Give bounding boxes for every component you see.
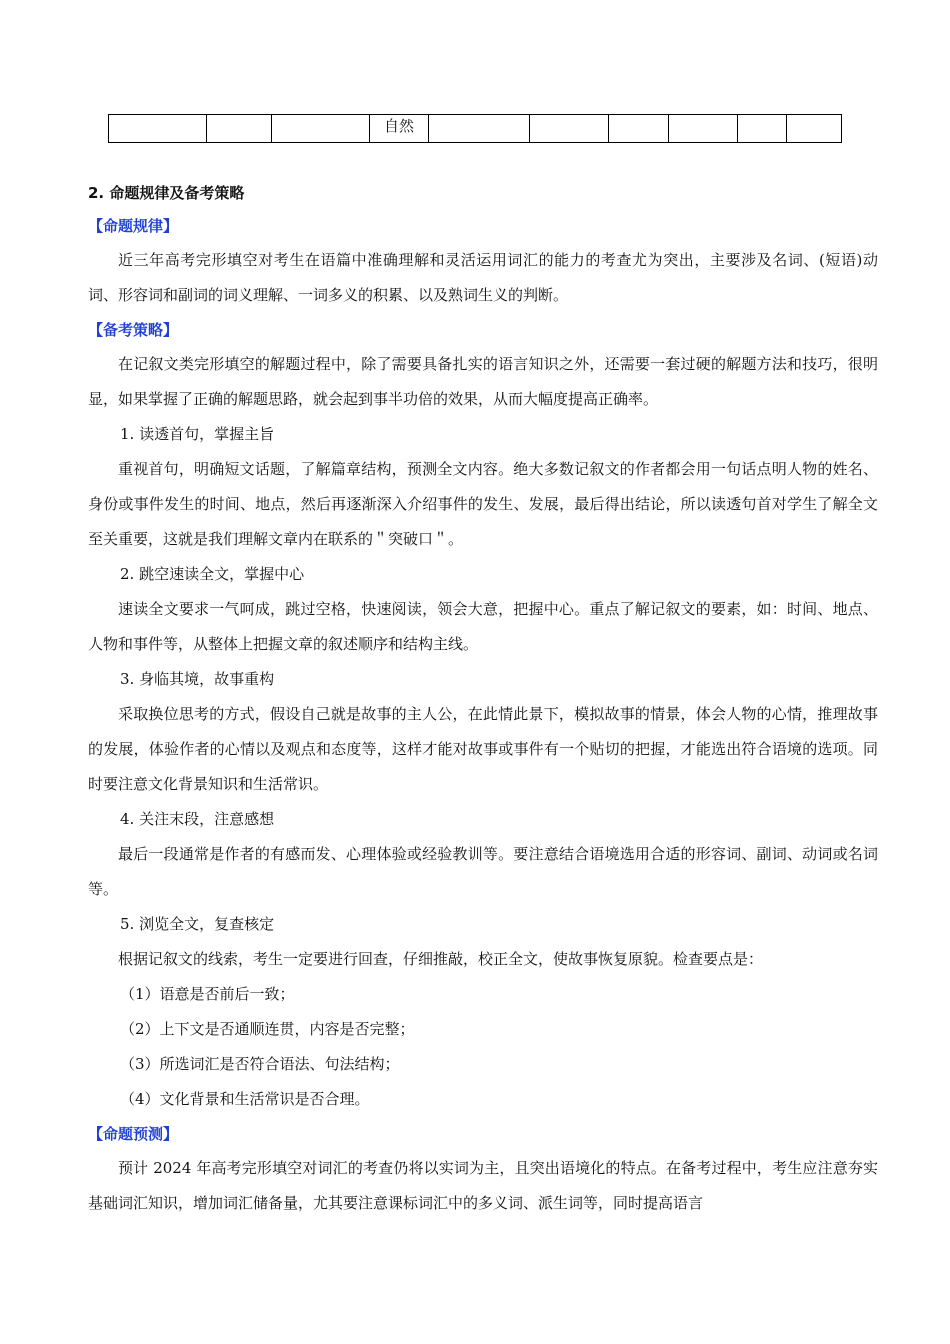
table-cell	[738, 115, 787, 143]
checklist-item: （2）上下文是否通顺连贯，内容是否完整；	[120, 1020, 415, 1038]
table-fragment	[108, 114, 842, 143]
strategy-label: 【备考策略】	[88, 321, 179, 339]
rule-paragraph: 近三年高考完形填空对考生在语篇中准确理解和灵活运用词汇的能力的考查尤为突出，主要涉及名词、(短语)动词、形容词和副词的词义理解、一词多义的积累、以及熟词生义的判断。	[88, 251, 878, 304]
table-row	[109, 115, 842, 143]
step-title: 3. 身临其境，故事重构	[120, 670, 275, 688]
step-body: 采取换位思考的方式，假设自己就是故事的主人公，在此情此景下，模拟故事的情景，体会人物的心情，推理故事的发展，体验作者的心情以及观点和态度等，这样才能对故事或事件有一个贴切的把握，才能选出符合语境的选项。同时要注意文化背景知识和生活常识。	[88, 705, 878, 793]
table-cell	[530, 115, 609, 143]
checklist-item: （3）所选词汇是否符合语法、句法结构；	[120, 1055, 400, 1073]
table-cell	[109, 115, 207, 143]
table-cell: 自然	[370, 115, 429, 143]
step-body: 根据记叙文的线索，考生一定要进行回查，仔细推敲，校正全文，使故事恢复原貌。检查要点是：	[118, 950, 764, 968]
table-cell	[429, 115, 530, 143]
table-cell	[669, 115, 738, 143]
step-body: 重视首句，明确短文话题，了解篇章结构，预测全文内容。绝大多数记叙文的作者都会用一句话点明人物的姓名、身份或事件发生的时间、地点，然后再逐渐深入介绍事件的发生、发展，最后得出结论，所以读透句首对学生了解全文至关重要，这就是我们理解文章内在联系的＂突破口＂。	[88, 460, 878, 548]
table-cell	[207, 115, 272, 143]
table-cell	[272, 115, 370, 143]
table-cell	[787, 115, 842, 143]
section-heading: 2. 命题规律及备考策略	[88, 184, 245, 202]
step-title: 5. 浏览全文，复查核定	[120, 915, 275, 933]
checklist-item: （1）语意是否前后一致；	[120, 985, 295, 1003]
rule-label: 【命题规律】	[88, 217, 179, 235]
strategy-intro: 在记叙文类完形填空的解题过程中，除了需要具备扎实的语言知识之外，还需要一套过硬的解题方法和技巧，很明显，如果掌握了正确的解题思路，就会起到事半功倍的效果，从而大幅度提高正确率。	[88, 355, 878, 408]
forecast-paragraph: 预计 2024 年高考完形填空对词汇的考查仍将以实词为主，且突出语境化的特点。在备考过程中，考生应注意夯实基础词汇知识，增加词汇储备量，尤其要注意课标词汇中的多义词、派生词等，同时提高语言	[88, 1159, 878, 1212]
table-cell	[609, 115, 669, 143]
checklist-item: （4）文化背景和生活常识是否合理。	[120, 1090, 370, 1108]
step-title: 2. 跳空速读全文，掌握中心	[120, 565, 305, 583]
forecast-label: 【命题预测】	[88, 1125, 179, 1143]
step-body: 最后一段通常是作者的有感而发、心理体验或经验教训等。要注意结合语境选用合适的形容词、副词、动词或名词等。	[88, 845, 878, 898]
step-title: 4. 关注末段，注意感想	[120, 810, 275, 828]
document-body	[88, 177, 878, 1221]
step-title: 1. 读透首句，掌握主旨	[120, 425, 275, 443]
step-body: 速读全文要求一气呵成，跳过空格，快速阅读，领会大意，把握中心。重点了解记叙文的要素，如：时间、地点、人物和事件等，从整体上把握文章的叙述顺序和结构主线。	[88, 600, 878, 653]
